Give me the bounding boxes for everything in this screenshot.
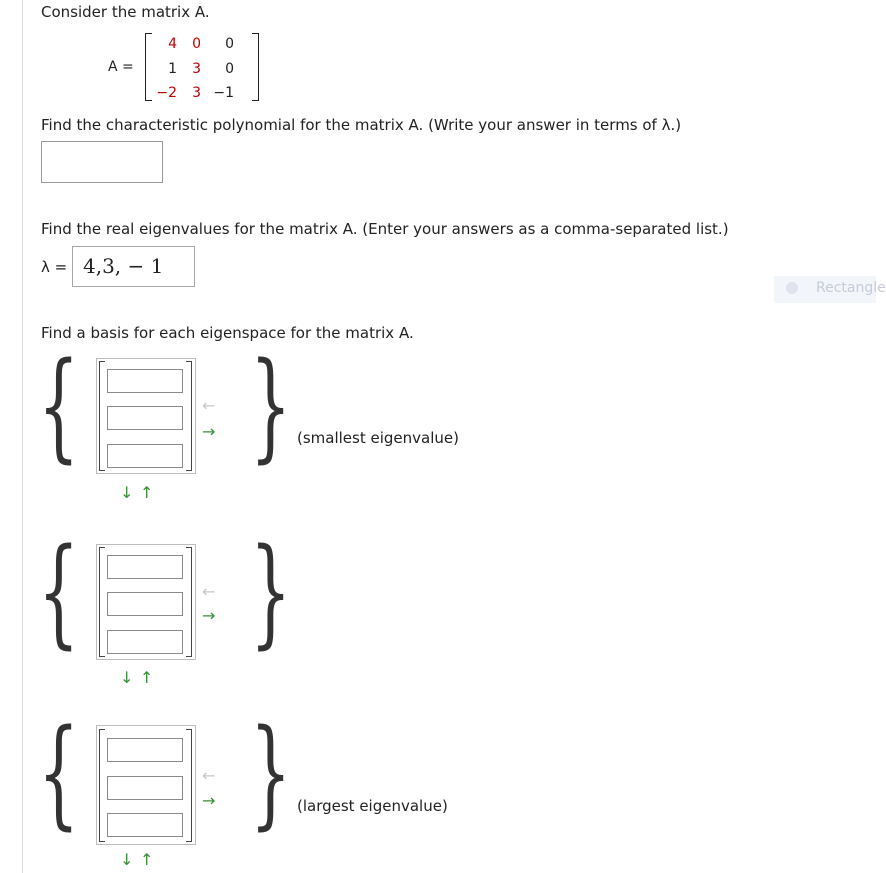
remove-vector-arrow-icon[interactable]: ← xyxy=(202,582,216,601)
matrix-cell: 1 xyxy=(168,61,177,77)
lambda-label: λ = xyxy=(41,258,68,276)
matrix-cell: 3 xyxy=(192,85,201,101)
circle-icon xyxy=(786,282,798,294)
vector-entry-input[interactable] xyxy=(107,592,183,616)
add-row-arrow-icon[interactable]: ↓ xyxy=(120,850,134,869)
add-row-arrow-icon[interactable]: ↓ xyxy=(120,668,134,687)
matrix-cell: −1 xyxy=(213,85,234,101)
vector-left-bracket xyxy=(99,547,105,657)
largest-eigenvalue-note: (largest eigenvalue) xyxy=(297,797,448,815)
vector-left-bracket xyxy=(99,361,105,471)
matrix-label: A = xyxy=(108,59,134,75)
left-brace: { xyxy=(38,522,80,660)
matrix-cell: 4 xyxy=(168,36,177,52)
smallest-eigenvalue-note: (smallest eigenvalue) xyxy=(297,429,459,447)
matrix-right-bracket xyxy=(252,33,259,101)
vector-entry-input[interactable] xyxy=(107,738,183,762)
matrix-cell: 0 xyxy=(225,36,234,52)
intro-text: Consider the matrix A. xyxy=(41,3,210,21)
matrix-cell: 3 xyxy=(192,61,201,77)
remove-vector-arrow-icon[interactable]: ← xyxy=(202,766,216,785)
question-eigenspace-basis: Find a basis for each eigenspace for the matrix A. xyxy=(41,324,414,342)
vector-right-bracket xyxy=(186,729,192,842)
vector-entry-input[interactable] xyxy=(107,776,183,800)
add-vector-arrow-icon[interactable]: → xyxy=(202,422,216,441)
left-margin-line xyxy=(22,0,23,873)
vector-entry-input[interactable] xyxy=(107,555,183,579)
rectangle-tool-button[interactable] xyxy=(774,276,886,303)
remove-row-arrow-icon[interactable]: ↑ xyxy=(140,668,154,687)
vector-right-bracket xyxy=(186,361,192,471)
characteristic-polynomial-input[interactable] xyxy=(41,141,163,183)
matrix-cell: 0 xyxy=(192,36,201,52)
matrix-cell: 0 xyxy=(225,61,234,77)
add-vector-arrow-icon[interactable]: → xyxy=(202,791,216,810)
vector-entry-input[interactable] xyxy=(107,406,183,430)
matrix-cell: −2 xyxy=(156,85,177,101)
remove-vector-arrow-icon[interactable]: ← xyxy=(202,396,216,415)
question-characteristic-polynomial: Find the characteristic polynomial for the matrix A. (Write your answer in terms of λ.) xyxy=(41,116,682,134)
remove-row-arrow-icon[interactable]: ↑ xyxy=(140,850,154,869)
vector-left-bracket xyxy=(99,729,105,842)
vector-entry-input[interactable] xyxy=(107,813,183,837)
matrix-left-bracket xyxy=(145,33,152,101)
left-brace: { xyxy=(38,336,80,474)
remove-row-arrow-icon[interactable]: ↑ xyxy=(140,483,154,502)
question-eigenvalues: Find the real eigenvalues for the matrix A. (Enter your answers as a comma-separated list.) xyxy=(41,220,729,238)
rectangle-tool-label: Rectangle xyxy=(816,280,886,296)
vector-right-bracket xyxy=(186,547,192,657)
add-vector-arrow-icon[interactable]: → xyxy=(202,606,216,625)
vector-entry-input[interactable] xyxy=(107,444,183,468)
eigenvalues-answer-field[interactable]: 4,3, − 1 xyxy=(72,246,195,287)
left-brace: { xyxy=(38,703,80,841)
add-row-arrow-icon[interactable]: ↓ xyxy=(120,483,134,502)
right-brace: } xyxy=(250,703,292,841)
right-brace: } xyxy=(250,336,292,474)
vector-entry-input[interactable] xyxy=(107,369,183,393)
right-brace: } xyxy=(250,522,292,660)
vector-entry-input[interactable] xyxy=(107,630,183,654)
